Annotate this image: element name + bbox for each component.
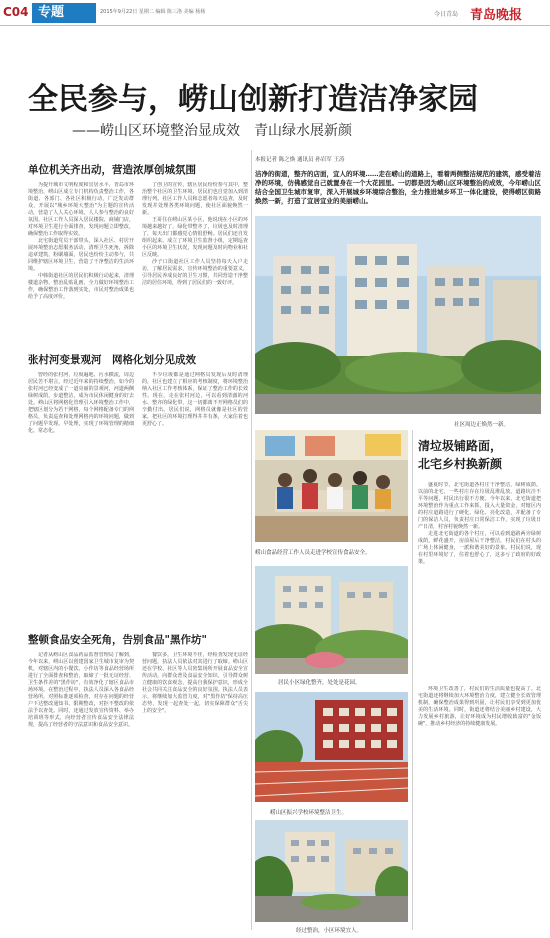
photo-food-safety-classroom	[255, 430, 408, 542]
lead-paragraph: 洁净的街道，整齐的店面，宜人的环境……走在崂山的道路上，看着两侧整洁规范的建筑，感受着洁净的环境，仿佛感觉自己就置身在一个大花园里。一切都是因为崂山区环境整治的成效，今年崂山区结合全国卫生城市复审，深入开展城乡环境综合整治，全力推进城乡环卫一体化建设，使得崂区街路焕然一新，打造了宜居宜业的美丽崂山。	[255, 170, 541, 205]
side-section-heading-line1: 清垃圾铺路面，	[418, 439, 503, 453]
paragraph: 环境卫生改善了，村民们的生活质量也提高了。北宅街道还将继续加大环境整治力度，建立健全长效管理机制，确保整治成果得到巩固，让村民们享受到更加优美的生活环境。同时，街道还将结合美丽乡村建设，大力发展乡村旅游，让好环境成为村民增收致富的"金饭碗"，推动乡村经济的持续健康发展。	[418, 686, 541, 727]
photo-buildings-illustration	[255, 216, 541, 414]
paragraph: 不少垃圾都是通过网格员发现后及时清理的，社区也建立了相应的考核制度，将环境整治纳入社区工作考核体系，保证了整治工作的长效性。现在，走在张村河边，可以看到清澈的河水、整齐的绿化带，这一切都离不开网格员们的辛勤付出。居民们说，网格员就像是社区的管家，把社区的环境打理得井井有条，大家住着也更舒心了。	[142, 372, 248, 427]
dateline: 2015年9月22日 星期二 编辑 陈三洛 美编 杨杨	[100, 9, 206, 15]
paragraph: 为提升城市文明程度和宜居水平，青岛市环境整治，崂山区成立专门机构负责整治工作，各街道、各部门、各社区积极行动，广泛发动群众，开展以"城乡环境大整治"为主题的宣传活动，营造了人人关心环境、人人参与整治的良好氛围。社区工作人员深入居民楼院、商铺门店，对环境卫生进行全面排查，发现问题立即整改，确保整治工作取得实效。	[28, 182, 134, 237]
article-column	[142, 372, 248, 610]
photo-caption: 居民小区绿化整齐，处处是花园。	[278, 680, 361, 686]
paragraph: 记者从崂山区食品药品监督管理局了解到，今年以来，崂山区以创建国家卫生城市复审为契机，对辖区内的小餐饮、小作坊等食品经营场所进行了全面排查和整治，取缔了一批无证经营、卫生条件差的"黑作坊"，有效净化了辖区食品市场环境。在整治过程中，执法人员深入各食品经营场所，对照标准逐项检查，对存在问题的经营户下达整改通知书，限期整改，对拒不整改的依法予以查处。同时，还通过发放宣传资料、举办培训班等形式，向经营者宣传食品安全法律法规，提高了经营者的守法意识和食品安全意识。	[28, 652, 134, 728]
brand-logo: 青岛晚报	[470, 8, 523, 23]
article-column	[28, 182, 134, 340]
photo-street-illustration	[255, 820, 408, 922]
article-column	[28, 652, 134, 932]
photo-school-campus	[255, 692, 408, 802]
section-heading-3: 整顿食品安全死角，告别食品"黑作坊"	[28, 634, 207, 646]
paragraph: 曾经的张村河，垃圾遍地、污水横流，周边居民苦不堪言。经过近年来的持续整治，如今的张村河已经变成了一道亮丽的景观河，河道两侧绿树成荫，步道整洁，成为市民休闲健身的好去处。崂山区将网格化管理引入环境整治工作中，把辖区划分为若干网格，每个网格配备专门的网格员，负责巡查和处理网格内的环境问题，做到了问题早发现、早处理，实现了环境管理的精细化、常态化。	[28, 372, 134, 434]
photo-residential-buildings	[255, 216, 541, 414]
article-column	[142, 182, 248, 340]
photo-caption: 经过整治，小区环境宜人。	[296, 928, 363, 934]
article-column	[418, 686, 541, 926]
paragraph: 餐饮多，卫生环境不佳，经检查发现无证经营问题，执法人员依法对其进行了取缔。崂山区还在学校、社区等人员密集场所开展食品安全宣传活动，向群众普及食品安全知识，引导群众树立健康的饮食观念，提高自我保护意识，形成全社会共同关注食品安全的良好氛围。执法人员表示，将继续加大监管力度，对"黑作坊"保持高压态势，发现一起查处一起，切实保障群众"舌尖上的安全"。	[142, 652, 248, 714]
article-column	[142, 652, 248, 932]
article-column	[418, 482, 541, 680]
paragraph: 沙子口街道社区工作人员坚持每天入户走访，了解居民需求，宣传环境整治的重要意义，引导居民养成良好的卫生习惯，共同营造干净整洁的居住环境，得到了居民们的一致好评。	[142, 259, 248, 286]
byline: 本报记者 陈之焕 通讯员 孙岩军 王涛	[255, 157, 345, 163]
paragraph: 北宅街道党员干部带头，深入社区、村居开展环境整治志愿服务活动，清理卫生死角，拆除违章建筑，粉刷墙面，居民也纷纷主动参与，共同维护辖区环境卫生，营造了干净整洁的生活环境。	[28, 238, 134, 272]
side-section-heading-line2: 北宅乡村换新颜	[418, 457, 503, 471]
photo-school-illustration	[255, 692, 408, 802]
photo-green-residential	[255, 566, 408, 674]
column-divider	[412, 430, 413, 930]
photo-classroom-illustration	[255, 430, 408, 542]
page-number: C04	[3, 5, 29, 19]
column-divider	[251, 150, 252, 930]
photo-caption: 崂山区振兴学校环境整洁卫生。	[270, 810, 348, 816]
photo-caption: 社区周边正焕然一新。	[454, 422, 510, 428]
paragraph: 中韩街道社区的居民们积极行动起来，清理楼道杂物，整治乱贴乱画，全力做好环境整治工作，确保整治工作落到实处，市民对整治成果也给予了高度评价。	[28, 273, 134, 300]
brand-subtitle: 今日青岛	[434, 11, 459, 18]
article-column	[28, 372, 134, 610]
photo-caption: 崂山食品经营工作人员走进学校宣传食品安全。	[255, 550, 371, 556]
paragraph: 了创卫的宣传，辖区居民纷纷参与其中，整治整个社区的卫生环境，居民们也自觉加入到清理行列。社区工作人员和志愿者每天巡查，及时发现并处理各类环境问题，使社区面貌焕然一新。	[142, 182, 248, 216]
section-heading-1: 单位机关齐出动，营造浓厚创城氛围	[28, 164, 196, 176]
section-heading-2: 张村河变景观河 网格化划分见成效	[28, 354, 196, 366]
sub-headline: ——崂山区环境整治显成效 青山绿水展新颜	[72, 123, 352, 139]
paragraph: 走进北宅街道的各个村庄，可以看到道路两旁绿树成荫，鲜花盛开，房前屋后干净整洁，村民们在村头的广场上休闲健身，一派和谐美好的景象。村民们说，现在村里环境好了，住着也舒心了，这多亏了政府的好政策。	[418, 531, 541, 565]
main-headline: 全民参与，崂山创新打造洁净家园	[28, 82, 478, 117]
paragraph: 盛夏时节，北宅街道各村庄干净整洁，绿树成荫。以前的北宅，一些村庄存在垃圾乱堆乱放、道路坑洼不平等问题，村民出行很不方便。今年以来，北宅街道把环境整治作为重点工作来抓，投入大量资金，对辖区内的村庄道路进行了硬化、绿化、亮化改造，并配备了专门的保洁人员，负责村庄日常保洁工作，实现了垃圾日产日清，村容村貌焕然一新。	[418, 482, 541, 530]
photo-garden-illustration	[255, 566, 408, 674]
paragraph: 王哥住在崂山区某小区，他说现在小区的环境越来越好了，绿化带整齐了，垃圾也及时清理了，每天出门都感觉心情很舒畅。居民们还自发组织起来，成立了环境卫生监督小组，定期巡查小区的环境卫生状况，发现问题及时向物业和社区反映。	[142, 217, 248, 258]
newspaper-header	[0, 0, 550, 26]
section-tab: 专题	[32, 3, 96, 23]
photo-residential-street	[255, 820, 408, 922]
